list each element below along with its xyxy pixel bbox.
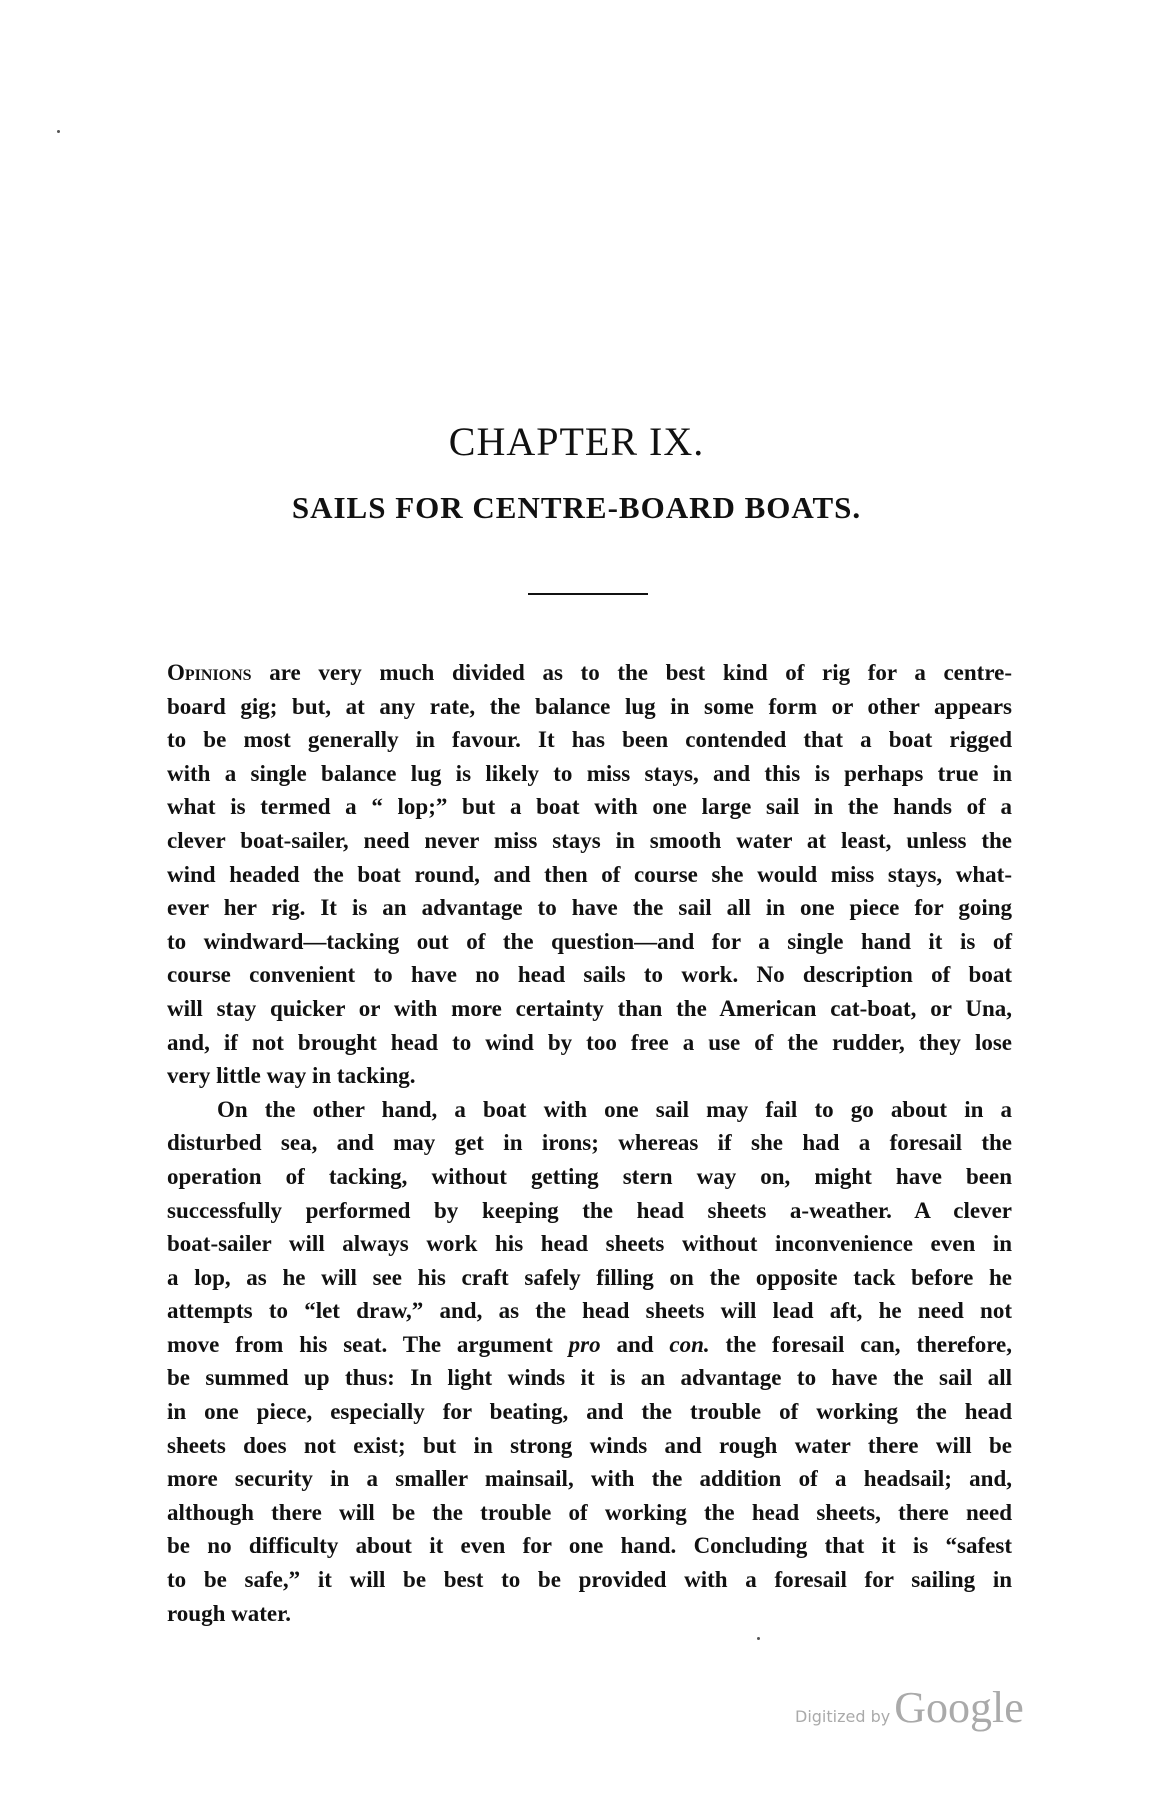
text-line: with a single balance lug is likely to miss stays, and this is perhaps true in [167, 760, 1012, 786]
italic-pro: pro [568, 1331, 601, 1357]
scan-speck [757, 1637, 760, 1640]
text-line [167, 1328, 1012, 1362]
text-line [167, 656, 1012, 690]
text-line: be no difficulty about it even for one hand. Concluding that it is “safest [167, 1533, 1012, 1559]
text-line: attempts to “let draw,” and, as the head sheets will lead aft, he need not [167, 1298, 1012, 1324]
text-segment: the foresail can, therefore, [709, 1331, 1012, 1357]
text-line: more security in a smaller mainsail, with the addition of a headsail; and, [167, 1466, 1012, 1492]
italic-con: con. [669, 1331, 710, 1357]
text-segment: move from his seat. The argument [167, 1331, 569, 1357]
digitized-watermark [795, 1682, 1024, 1733]
text-line: in one piece, especially for beating, and the trouble of working the head [167, 1399, 1012, 1425]
text-line: sheets does not exist; but in strong winds and rough water there will be [167, 1432, 1012, 1458]
text-line: will stay quicker or with more certainty than the American cat-boat, or Una, [167, 995, 1012, 1021]
text-line: and, if not brought head to wind by too free a use of the rudder, they lose [167, 1029, 1012, 1055]
opening-word: Opinions [167, 660, 252, 685]
text-line: On the other hand, a boat with one sail may fail to go about in a [217, 1096, 1012, 1122]
text-line: rough water. [167, 1600, 291, 1626]
watermark-logo: Google [894, 1683, 1024, 1732]
text-segment: and [600, 1331, 670, 1357]
text-line: ever her rig. It is an advantage to have the sail all in one piece for going [167, 895, 1012, 921]
text-line: to be most generally in favour. It has been contended that a boat rigged [167, 727, 1012, 753]
text-line: what is termed a “ lop;” but a boat with one large sail in the hands of a [167, 794, 1012, 820]
chapter-title: SAILS FOR CENTRE-BOARD BOATS. [291, 490, 862, 525]
text-line: boat-sailer will always work his head sheets without inconvenience even in [167, 1231, 1012, 1257]
body-text [167, 656, 1012, 1630]
scan-speck [57, 130, 60, 133]
divider-rule [528, 593, 648, 595]
text-line: to be safe,” it will be best to be provided with a foresail for sailing in [167, 1567, 1012, 1593]
text-line: be summed up thus: In light winds it is an advantage to have the sail all [167, 1365, 1012, 1391]
text-line: to windward—tacking out of the question—and for a single hand it is of [167, 928, 1012, 954]
text-line: disturbed sea, and may get in irons; whereas if she had a foresail the [167, 1130, 1012, 1156]
text-line: very little way in tacking. [167, 1063, 416, 1089]
text-line: operation of tacking, without getting stern way on, might have been [167, 1163, 1012, 1189]
text-line: successfully performed by keeping the head sheets a-weather. A clever [167, 1197, 1012, 1223]
text-line: although there will be the trouble of working the head sheets, there need [167, 1499, 1012, 1525]
text-line: a lop, as he will see his craft safely filling on the opposite tack before he [167, 1264, 1012, 1290]
watermark-prefix: Digitized by [795, 1707, 891, 1726]
chapter-heading: CHAPTER IX. [448, 419, 705, 464]
text-line-rest: are very much divided as to the best kind of rig for a centre- [251, 660, 1012, 685]
text-line: course convenient to have no head sails to work. No description of boat [167, 962, 1012, 988]
text-line: clever boat-sailer, need never miss stays in smooth water at least, unless the [167, 827, 1012, 853]
text-line: wind headed the boat round, and then of course she would miss stays, what- [167, 861, 1012, 887]
text-line: board gig; but, at any rate, the balance lug in some form or other appears [167, 693, 1012, 719]
